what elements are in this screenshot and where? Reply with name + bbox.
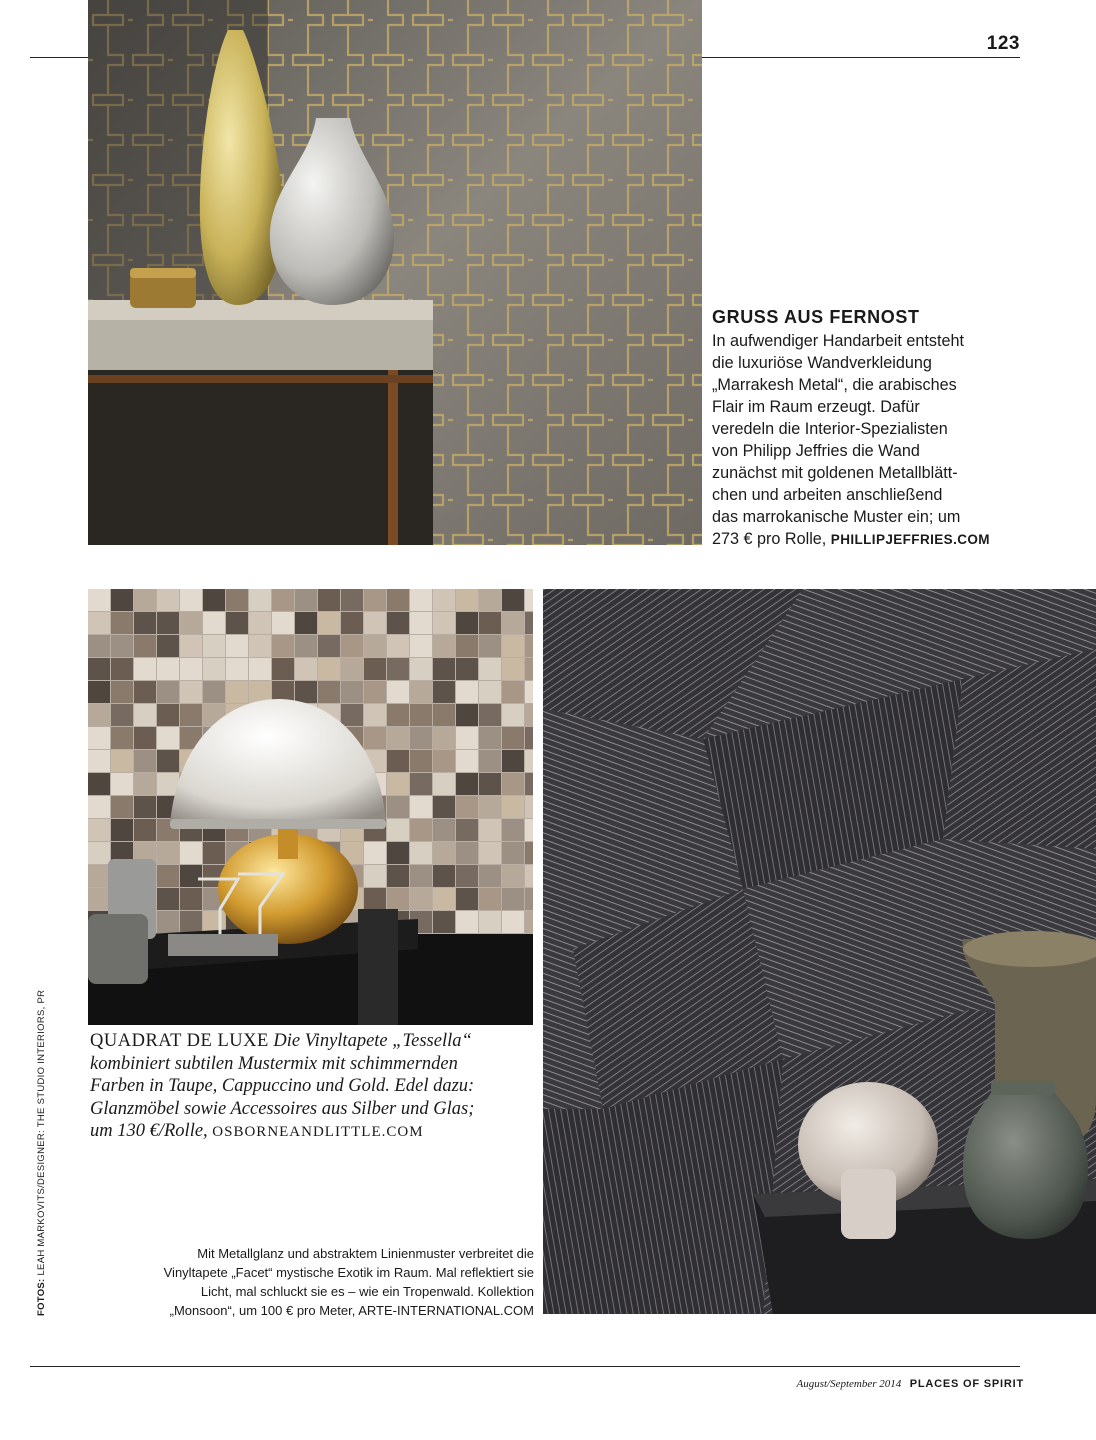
caption-line: kombiniert subtilen Mustermix mit schimmernden [90, 1053, 458, 1074]
issue-date: August/September 2014 [796, 1378, 902, 1390]
caption-line: Glanzmöbel sowie Accessoires aus Silber und Glas; [90, 1098, 475, 1119]
photo-facet [543, 589, 1096, 1314]
caption-title: GRUSS AUS FERNOST [712, 307, 920, 327]
caption-line: von Philipp Jeffries die Wand [712, 442, 920, 460]
price-text: um 130 €/Rolle, [90, 1121, 208, 1141]
caption-line: Mit Metallglanz und abstraktem Linienmuster verbreitet die [197, 1246, 534, 1261]
magazine-name: PLACES OF SPIRIT [909, 1378, 1024, 1390]
caption-tessella [90, 1030, 540, 1144]
caption-line: „Marrakesh Metal“, die arabisches [712, 376, 957, 394]
caption-line: chen und arbeiten anschließend [712, 486, 943, 504]
website-url: OSBORNEANDLITTLE.COM [212, 1124, 424, 1140]
caption-line: In aufwendiger Handarbeit entsteht [712, 332, 964, 350]
caption-line-last [90, 1120, 540, 1144]
caption-heading: QUADRAT DE LUXE [90, 1031, 269, 1051]
caption-line [90, 1030, 540, 1053]
caption-marrakesh [712, 306, 1032, 551]
caption-line: zunächst mit goldenen Metallblätt- [712, 464, 958, 482]
caption-line-last [712, 528, 1032, 551]
footer [600, 1374, 1024, 1392]
photo-tessella [88, 589, 533, 1025]
credits-text: LEAH MARKOVITS/DESIGNER: THE STUDIO INTERIORS, PR [36, 989, 47, 1276]
caption-line: das marrokanische Muster ein; um [712, 508, 961, 526]
caption-body [712, 330, 1032, 551]
caption-text: Die Vinyltapete „Tessella“ [273, 1031, 472, 1051]
photo-marrakesh-metal [88, 0, 702, 545]
caption-line: „Monsoon“, um 100 € pro Meter, ARTE-INTERNATIONAL.COM [169, 1303, 534, 1318]
footer-rule [30, 1366, 1020, 1367]
page-number: 123 [986, 33, 1020, 54]
price-text: 273 € pro Rolle, [712, 530, 827, 548]
caption-line: Flair im Raum erzeugt. Dafür [712, 398, 920, 416]
photo-credits [36, 989, 50, 1316]
credits-label: FOTOS: [36, 1278, 47, 1316]
caption-facet [90, 1244, 534, 1320]
caption-line: veredeln die Interior-Spezialisten [712, 420, 948, 438]
website-url: PHILLIPJEFFRIES.COM [830, 532, 990, 547]
caption-line: die luxuriöse Wandverkleidung [712, 354, 932, 372]
caption-line: Farben in Taupe, Cappuccino und Gold. Edel dazu: [90, 1076, 475, 1096]
caption-line: Vinyltapete „Facet“ mystische Exotik im Raum. Mal reflektiert sie [163, 1265, 534, 1280]
caption-line: Licht, mal schluckt sie es – wie ein Tropenwald. Kollektion [200, 1284, 534, 1299]
